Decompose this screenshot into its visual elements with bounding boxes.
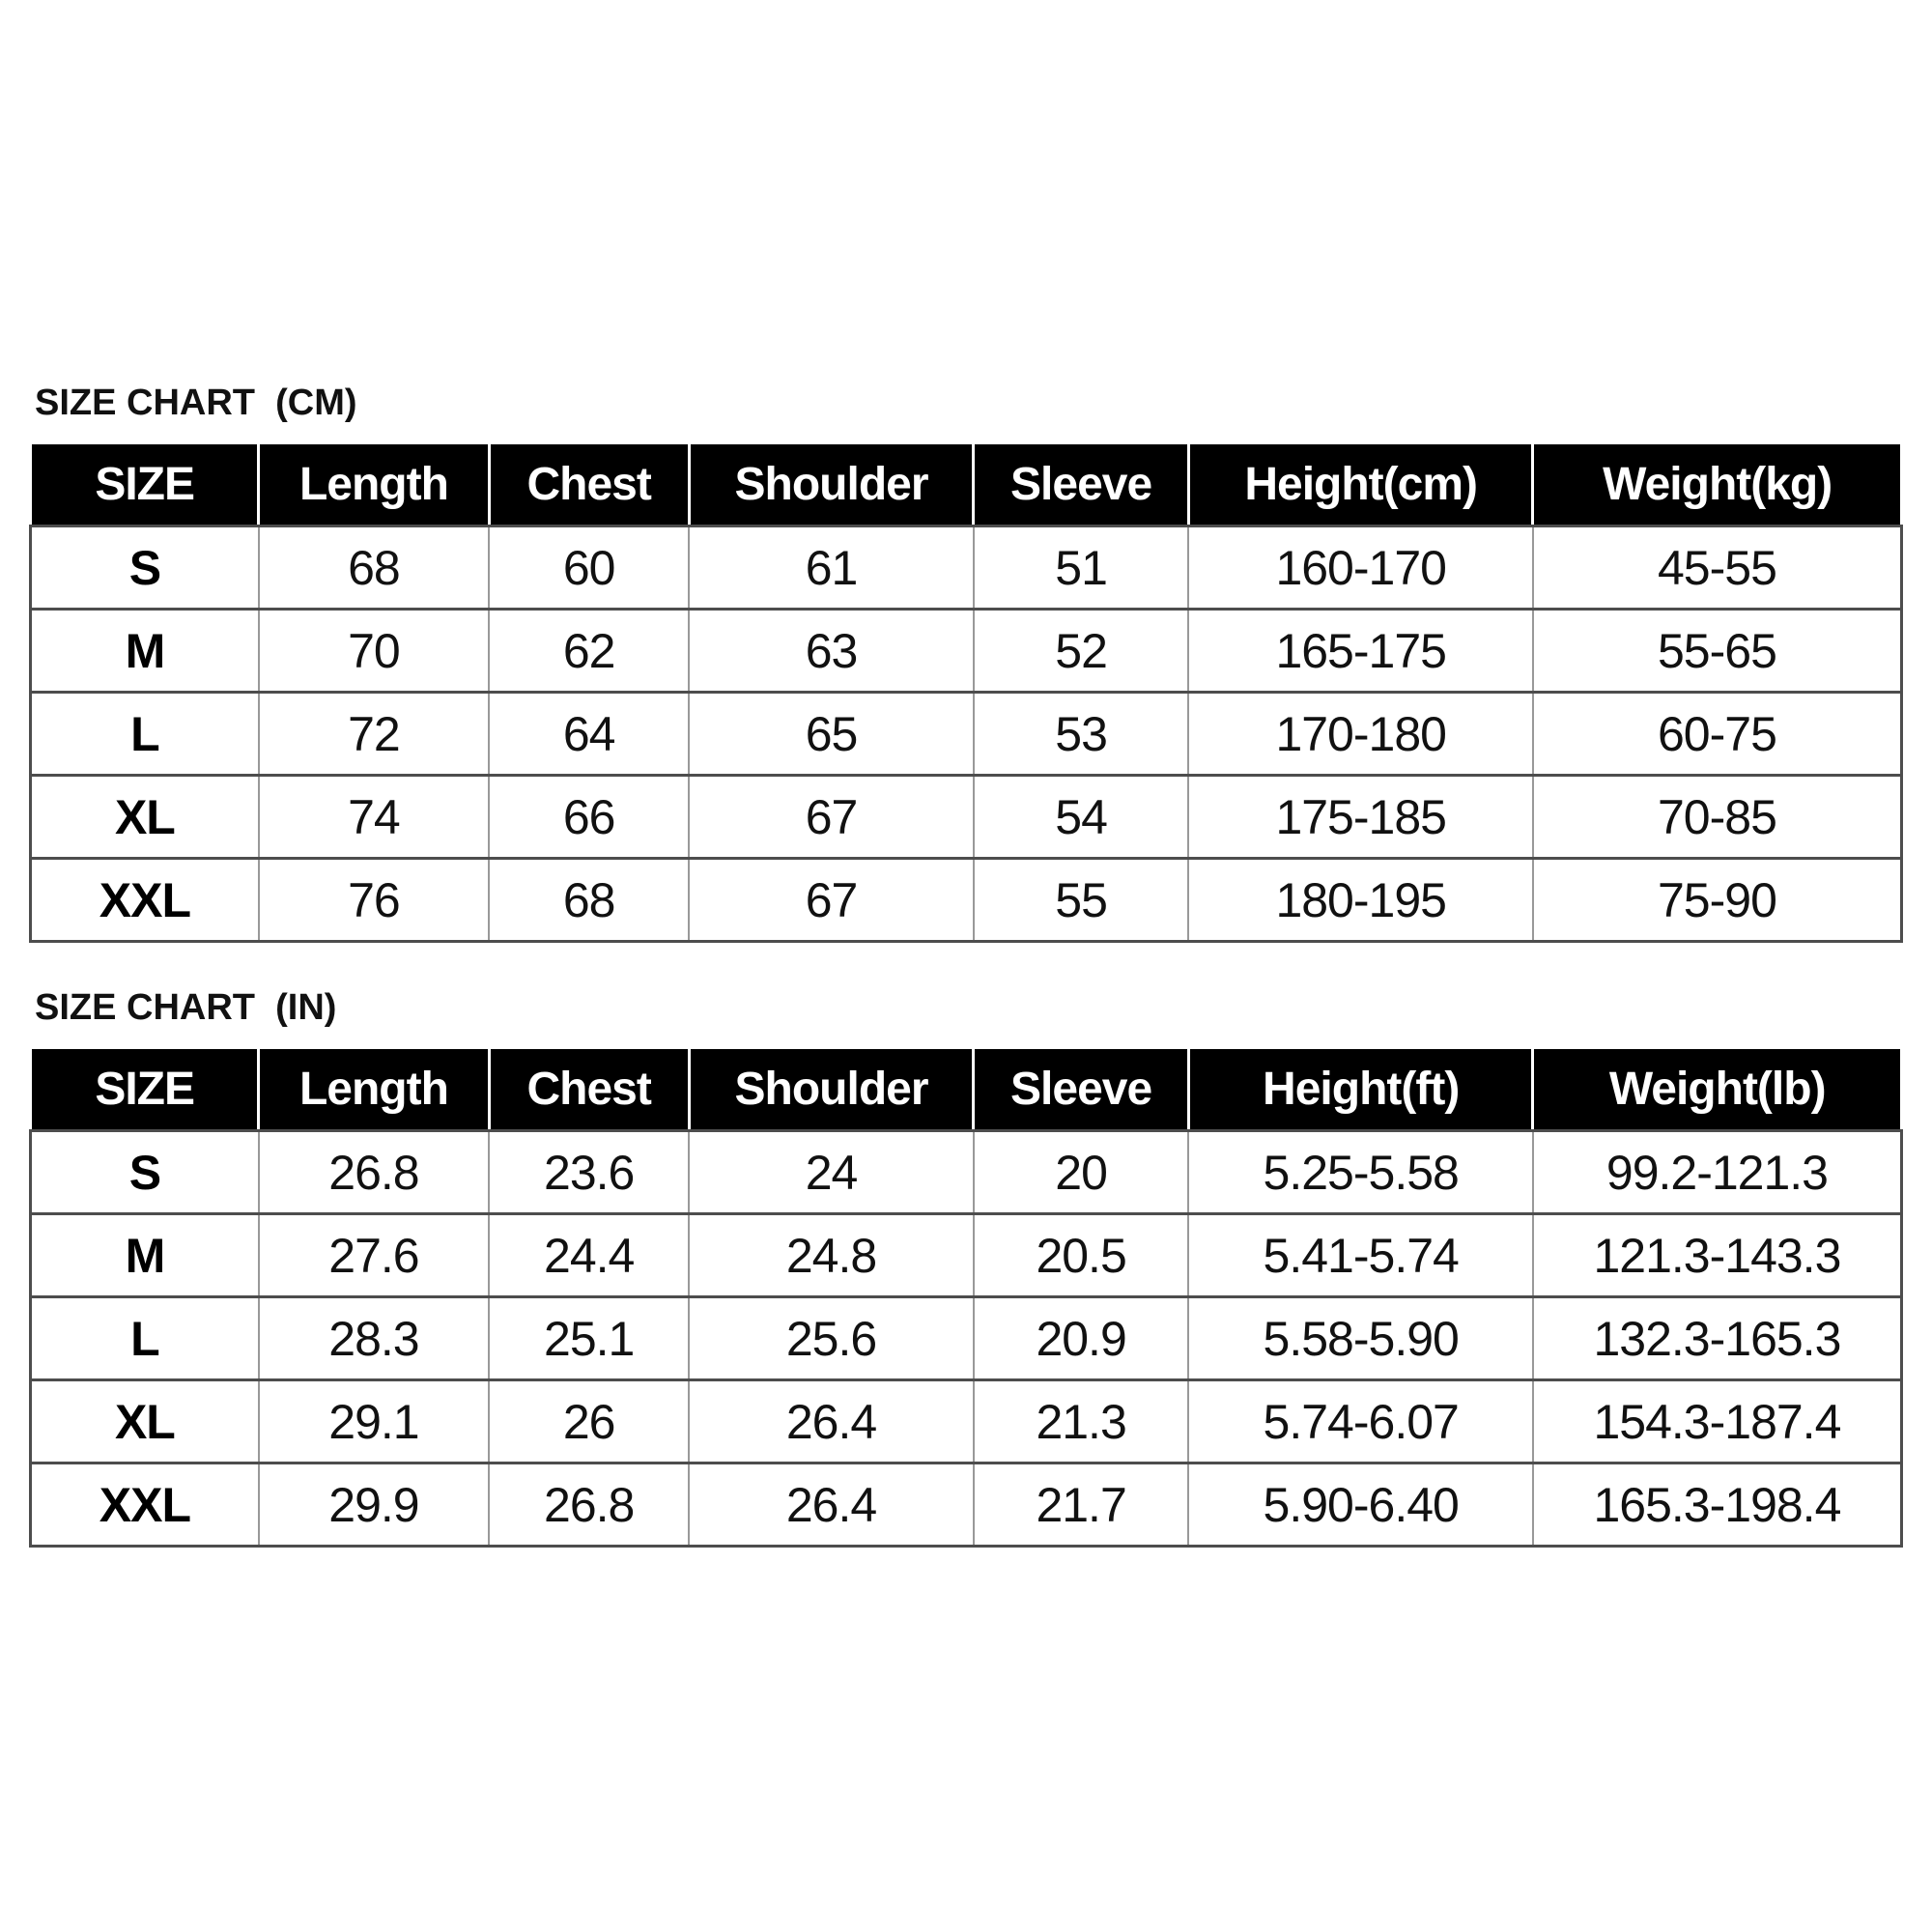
size-label-cell: S (31, 526, 259, 610)
col-header: Shoulder (689, 443, 973, 526)
col-header: Sleeve (974, 1048, 1189, 1131)
table-row (31, 1463, 1902, 1547)
header-row (31, 1048, 1902, 1131)
value-cell: 55-65 (1533, 610, 1902, 693)
value-cell: 68 (489, 859, 689, 942)
value-cell: 20.9 (974, 1297, 1189, 1380)
table-row (31, 1297, 1902, 1380)
in-chart-title: SIZE CHART (IN) (35, 987, 337, 1028)
value-cell: 165.3-198.4 (1533, 1463, 1902, 1547)
col-header: SIZE (31, 1048, 259, 1131)
value-cell: 21.3 (974, 1380, 1189, 1463)
value-cell: 24.8 (689, 1214, 973, 1297)
value-cell: 20.5 (974, 1214, 1189, 1297)
value-cell: 26.4 (689, 1463, 973, 1547)
value-cell: 62 (489, 610, 689, 693)
value-cell: 66 (489, 776, 689, 859)
size-chart-in-table (29, 1046, 1903, 1548)
value-cell: 60 (489, 526, 689, 610)
size-label-cell: S (31, 1131, 259, 1214)
value-cell: 28.3 (259, 1297, 489, 1380)
size-label-cell: M (31, 1214, 259, 1297)
table-row (31, 859, 1902, 942)
value-cell: 67 (689, 776, 973, 859)
size-label-cell: L (31, 1297, 259, 1380)
col-header: Weight(lb) (1533, 1048, 1902, 1131)
value-cell: 132.3-165.3 (1533, 1297, 1902, 1380)
value-cell: 26 (489, 1380, 689, 1463)
value-cell: 55 (974, 859, 1189, 942)
size-label-cell: XL (31, 776, 259, 859)
size-label-cell: L (31, 693, 259, 776)
value-cell: 121.3-143.3 (1533, 1214, 1902, 1297)
value-cell: 74 (259, 776, 489, 859)
value-cell: 29.9 (259, 1463, 489, 1547)
size-label-cell: XL (31, 1380, 259, 1463)
value-cell: 25.6 (689, 1297, 973, 1380)
value-cell: 65 (689, 693, 973, 776)
value-cell: 99.2-121.3 (1533, 1131, 1902, 1214)
col-header: Length (259, 443, 489, 526)
value-cell: 5.25-5.58 (1188, 1131, 1532, 1214)
table-row (31, 1131, 1902, 1214)
value-cell: 64 (489, 693, 689, 776)
col-header: Weight(kg) (1533, 443, 1902, 526)
col-header: Chest (489, 1048, 689, 1131)
size-chart-cm-section (29, 383, 1903, 943)
value-cell: 26.4 (689, 1380, 973, 1463)
value-cell: 26.8 (489, 1463, 689, 1547)
col-header: Height(ft) (1188, 1048, 1532, 1131)
value-cell: 68 (259, 526, 489, 610)
value-cell: 75-90 (1533, 859, 1902, 942)
value-cell: 70 (259, 610, 489, 693)
value-cell: 21.7 (974, 1463, 1189, 1547)
header-row (31, 443, 1902, 526)
table-row (31, 526, 1902, 610)
table-row (31, 1214, 1902, 1297)
value-cell: 24.4 (489, 1214, 689, 1297)
col-header: Shoulder (689, 1048, 973, 1131)
col-header: Chest (489, 443, 689, 526)
value-cell: 26.8 (259, 1131, 489, 1214)
col-header: SIZE (31, 443, 259, 526)
value-cell: 29.1 (259, 1380, 489, 1463)
table-row (31, 1380, 1902, 1463)
value-cell: 5.58-5.90 (1188, 1297, 1532, 1380)
value-cell: 70-85 (1533, 776, 1902, 859)
value-cell: 5.90-6.40 (1188, 1463, 1532, 1547)
value-cell: 67 (689, 859, 973, 942)
value-cell: 60-75 (1533, 693, 1902, 776)
value-cell: 5.74-6.07 (1188, 1380, 1532, 1463)
size-label-cell: M (31, 610, 259, 693)
value-cell: 63 (689, 610, 973, 693)
value-cell: 27.6 (259, 1214, 489, 1297)
col-header: Sleeve (974, 443, 1189, 526)
table-row (31, 610, 1902, 693)
value-cell: 165-175 (1188, 610, 1532, 693)
value-cell: 160-170 (1188, 526, 1532, 610)
value-cell: 175-185 (1188, 776, 1532, 859)
table-row (31, 693, 1902, 776)
value-cell: 72 (259, 693, 489, 776)
value-cell: 54 (974, 776, 1189, 859)
value-cell: 51 (974, 526, 1189, 610)
value-cell: 170-180 (1188, 693, 1532, 776)
table-row (31, 776, 1902, 859)
cm-chart-title: SIZE CHART (CM) (35, 383, 357, 423)
value-cell: 45-55 (1533, 526, 1902, 610)
value-cell: 53 (974, 693, 1189, 776)
col-header: Height(cm) (1188, 443, 1532, 526)
value-cell: 61 (689, 526, 973, 610)
value-cell: 25.1 (489, 1297, 689, 1380)
value-cell: 20 (974, 1131, 1189, 1214)
value-cell: 76 (259, 859, 489, 942)
size-chart-cm-table (29, 441, 1903, 943)
value-cell: 52 (974, 610, 1189, 693)
value-cell: 24 (689, 1131, 973, 1214)
value-cell: 23.6 (489, 1131, 689, 1214)
size-label-cell: XXL (31, 859, 259, 942)
size-label-cell: XXL (31, 1463, 259, 1547)
value-cell: 180-195 (1188, 859, 1532, 942)
value-cell: 154.3-187.4 (1533, 1380, 1902, 1463)
value-cell: 5.41-5.74 (1188, 1214, 1532, 1297)
col-header: Length (259, 1048, 489, 1131)
size-chart-in-section (29, 987, 1903, 1548)
